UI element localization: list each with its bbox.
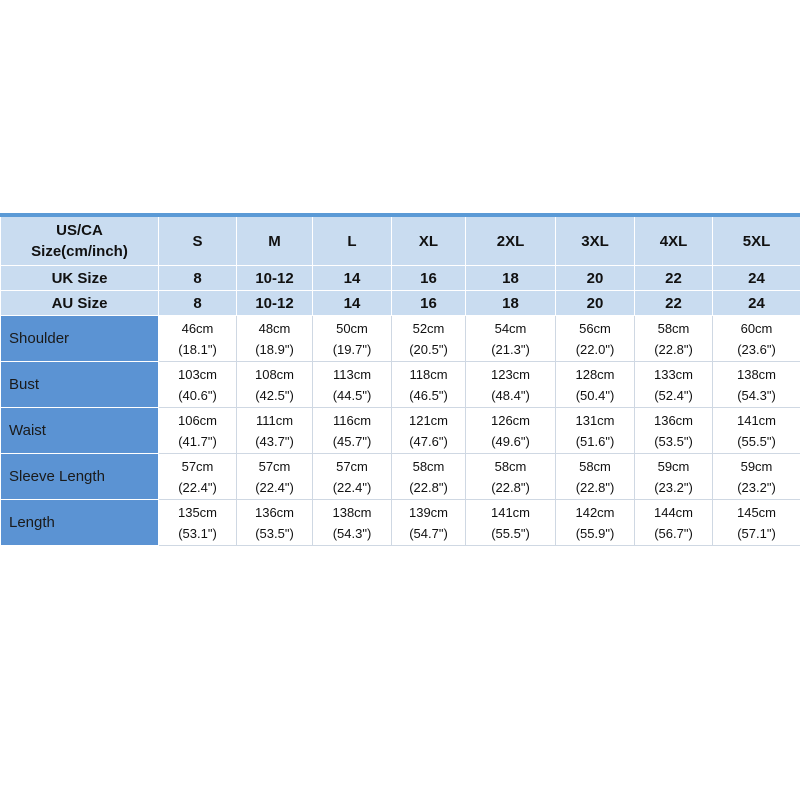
- size-table: [0, 213, 800, 546]
- au-size-value: 16: [392, 291, 466, 316]
- measurement-inch: (23.2"): [737, 479, 776, 495]
- measurement-cell: [635, 500, 713, 546]
- measurement-cell: [313, 408, 392, 454]
- measurement-cm: 121cm: [408, 412, 449, 428]
- measurement-cm: 54cm: [494, 320, 527, 336]
- measurement-cell: [556, 454, 635, 500]
- measurement-cm: 108cm: [254, 366, 295, 382]
- uk-size-value: 20: [556, 266, 635, 291]
- measurement-cm: 60cm: [740, 320, 773, 336]
- measurement-inch: (49.6"): [491, 433, 530, 449]
- measurement-cell: [392, 454, 466, 500]
- measurement-cell: [237, 454, 313, 500]
- au-size-label: AU Size: [1, 291, 159, 316]
- measurement-inch: (23.6"): [737, 341, 776, 357]
- uk-size-value: 18: [466, 266, 556, 291]
- measurement-cell: [159, 316, 237, 362]
- size-col-header: XL: [392, 215, 466, 266]
- measurement-inch: (53.5"): [255, 525, 294, 541]
- size-col-header: M: [237, 215, 313, 266]
- measurement-label: Bust: [1, 362, 159, 408]
- measurement-cell: [556, 316, 635, 362]
- size-col-header: 5XL: [713, 215, 800, 266]
- measurement-cm: 46cm: [181, 320, 214, 336]
- measurement-cm: 111cm: [255, 412, 294, 428]
- measurement-cell: [159, 454, 237, 500]
- uk-size-value: 14: [313, 266, 392, 291]
- measurement-inch: (22.4"): [178, 479, 217, 495]
- measurement-cm: 139cm: [408, 504, 449, 520]
- measurement-cell: [313, 316, 392, 362]
- measurement-cell: [392, 316, 466, 362]
- measurement-inch: (20.5"): [409, 341, 448, 357]
- measurement-cell: [556, 408, 635, 454]
- measurement-cm: 58cm: [657, 320, 690, 336]
- measurement-label: Sleeve Length: [1, 454, 159, 500]
- measurement-cell: [713, 316, 800, 362]
- measurement-label: Shoulder: [1, 316, 159, 362]
- measurement-inch: (41.7"): [178, 433, 217, 449]
- measurement-cm: 58cm: [494, 458, 527, 474]
- measurement-cell: [313, 500, 392, 546]
- size-col-header: L: [313, 215, 392, 266]
- measurement-cm: 57cm: [181, 458, 214, 474]
- measurement-cell: [713, 408, 800, 454]
- measurement-inch: (18.1"): [178, 341, 217, 357]
- uk-size-value: 16: [392, 266, 466, 291]
- measurement-inch: (42.5"): [255, 387, 294, 403]
- measurement-inch: (23.2"): [654, 479, 693, 495]
- measurement-cm: 131cm: [575, 412, 615, 428]
- measurement-inch: (46.5"): [409, 387, 448, 403]
- measurement-inch: (54.7"): [409, 525, 448, 541]
- measurement-inch: (55.9"): [575, 525, 615, 541]
- measurement-cell: [466, 362, 556, 408]
- measurement-inch: (22.0"): [575, 341, 615, 357]
- measurement-inch: (48.4"): [491, 387, 530, 403]
- measurement-cell: [392, 408, 466, 454]
- measurement-inch: (45.7"): [332, 433, 372, 449]
- size-chart: [0, 213, 800, 546]
- measurement-cell: [159, 408, 237, 454]
- measurement-inch: (50.4"): [575, 387, 615, 403]
- measurement-cm: 52cm: [412, 320, 445, 336]
- uk-size-label: UK Size: [1, 266, 159, 291]
- measurement-cm: 58cm: [579, 458, 611, 474]
- measurement-inch: (21.3"): [491, 341, 530, 357]
- measurement-cm: 58cm: [412, 458, 445, 474]
- measurement-cell: [159, 362, 237, 408]
- measurement-cm: 56cm: [579, 320, 611, 336]
- measurement-inch: (55.5"): [491, 525, 530, 541]
- measurement-label: Length: [1, 500, 159, 546]
- measurement-cell: [237, 316, 313, 362]
- measurement-cell: [713, 362, 800, 408]
- measurement-inch: (19.7"): [332, 341, 372, 357]
- measurement-inch: (22.8"): [654, 341, 693, 357]
- au-size-value: 8: [159, 291, 237, 316]
- uk-size-value: 8: [159, 266, 237, 291]
- measurement-cell: [466, 408, 556, 454]
- measurement-cell: [713, 500, 800, 546]
- measurement-cm: 48cm: [258, 320, 291, 336]
- measurement-cm: 116cm: [332, 412, 372, 428]
- au-size-row: [1, 291, 800, 316]
- measurement-cm: 113cm: [332, 366, 372, 382]
- measurement-cell: [556, 362, 635, 408]
- au-size-value: 10-12: [237, 291, 313, 316]
- measurement-cell: [635, 454, 713, 500]
- measurement-cell: [237, 408, 313, 454]
- measurement-cell: [713, 454, 800, 500]
- measurement-inch: (22.4"): [332, 479, 372, 495]
- measurement-cm: 138cm: [736, 366, 777, 382]
- measurement-cell: [466, 454, 556, 500]
- au-size-value: 24: [713, 291, 800, 316]
- measurement-inch: (18.9"): [255, 341, 294, 357]
- size-header-row: [1, 215, 800, 266]
- measurement-cm: 106cm: [177, 412, 218, 428]
- measurement-cm: 50cm: [336, 320, 368, 336]
- measurement-cm: 136cm: [653, 412, 694, 428]
- size-col-header: S: [159, 215, 237, 266]
- measurement-cell: [635, 408, 713, 454]
- measurement-cell: [466, 316, 556, 362]
- corner-header-line1: US/CA: [56, 222, 103, 239]
- size-col-header: 2XL: [466, 215, 556, 266]
- uk-size-value: 22: [635, 266, 713, 291]
- measurement-inch: (43.7"): [255, 433, 294, 449]
- corner-header-line2: Size(cm/inch): [31, 243, 128, 260]
- measurement-inch: (55.5"): [737, 433, 776, 449]
- measurement-cm: 59cm: [657, 458, 690, 474]
- measurement-cell: [159, 500, 237, 546]
- measurement-cell: [313, 362, 392, 408]
- measurement-cm: 59cm: [740, 458, 773, 474]
- au-size-value: 22: [635, 291, 713, 316]
- measurement-cm: 126cm: [490, 412, 531, 428]
- measurement-row: [1, 408, 800, 454]
- measurement-cm: 142cm: [575, 504, 615, 520]
- uk-size-value: 10-12: [237, 266, 313, 291]
- measurement-inch: (54.3"): [737, 387, 776, 403]
- measurement-cell: [313, 454, 392, 500]
- corner-header: [1, 215, 159, 266]
- measurement-cell: [635, 316, 713, 362]
- uk-size-value: 24: [713, 266, 800, 291]
- measurement-cm: 135cm: [177, 504, 218, 520]
- measurement-inch: (57.1"): [737, 525, 776, 541]
- measurement-row: [1, 454, 800, 500]
- measurement-cm: 57cm: [258, 458, 291, 474]
- measurement-cell: [392, 500, 466, 546]
- measurement-cm: 141cm: [736, 412, 777, 428]
- measurement-cell: [392, 362, 466, 408]
- measurement-inch: (51.6"): [575, 433, 615, 449]
- measurement-row: [1, 500, 800, 546]
- measurement-inch: (22.8"): [491, 479, 530, 495]
- size-col-header: 4XL: [635, 215, 713, 266]
- measurement-inch: (22.8"): [409, 479, 448, 495]
- measurement-inch: (56.7"): [654, 525, 693, 541]
- measurement-cm: 57cm: [336, 458, 368, 474]
- measurement-cm: 141cm: [490, 504, 531, 520]
- measurement-inch: (44.5"): [332, 387, 372, 403]
- measurement-cm: 144cm: [653, 504, 694, 520]
- measurement-cell: [237, 500, 313, 546]
- measurement-cm: 145cm: [736, 504, 777, 520]
- measurement-row: [1, 316, 800, 362]
- measurement-inch: (54.3"): [332, 525, 372, 541]
- measurement-cm: 118cm: [409, 366, 448, 382]
- measurement-inch: (53.5"): [654, 433, 693, 449]
- measurement-cm: 138cm: [332, 504, 372, 520]
- measurement-inch: (22.8"): [575, 479, 615, 495]
- au-size-value: 18: [466, 291, 556, 316]
- measurement-cm: 136cm: [254, 504, 295, 520]
- measurement-cm: 103cm: [177, 366, 218, 382]
- measurement-cm: 128cm: [575, 366, 615, 382]
- measurement-inch: (47.6"): [409, 433, 448, 449]
- measurement-inch: (22.4"): [255, 479, 294, 495]
- measurement-row: [1, 362, 800, 408]
- measurement-cm: 123cm: [490, 366, 531, 382]
- measurement-label: Waist: [1, 408, 159, 454]
- measurement-inch: (40.6"): [178, 387, 217, 403]
- measurement-cell: [466, 500, 556, 546]
- au-size-value: 20: [556, 291, 635, 316]
- measurement-inch: (53.1"): [178, 525, 217, 541]
- measurement-cell: [635, 362, 713, 408]
- measurement-cell: [237, 362, 313, 408]
- measurement-cell: [556, 500, 635, 546]
- size-col-header: 3XL: [556, 215, 635, 266]
- au-size-value: 14: [313, 291, 392, 316]
- measurement-cm: 133cm: [653, 366, 694, 382]
- uk-size-row: [1, 266, 800, 291]
- measurement-inch: (52.4"): [654, 387, 693, 403]
